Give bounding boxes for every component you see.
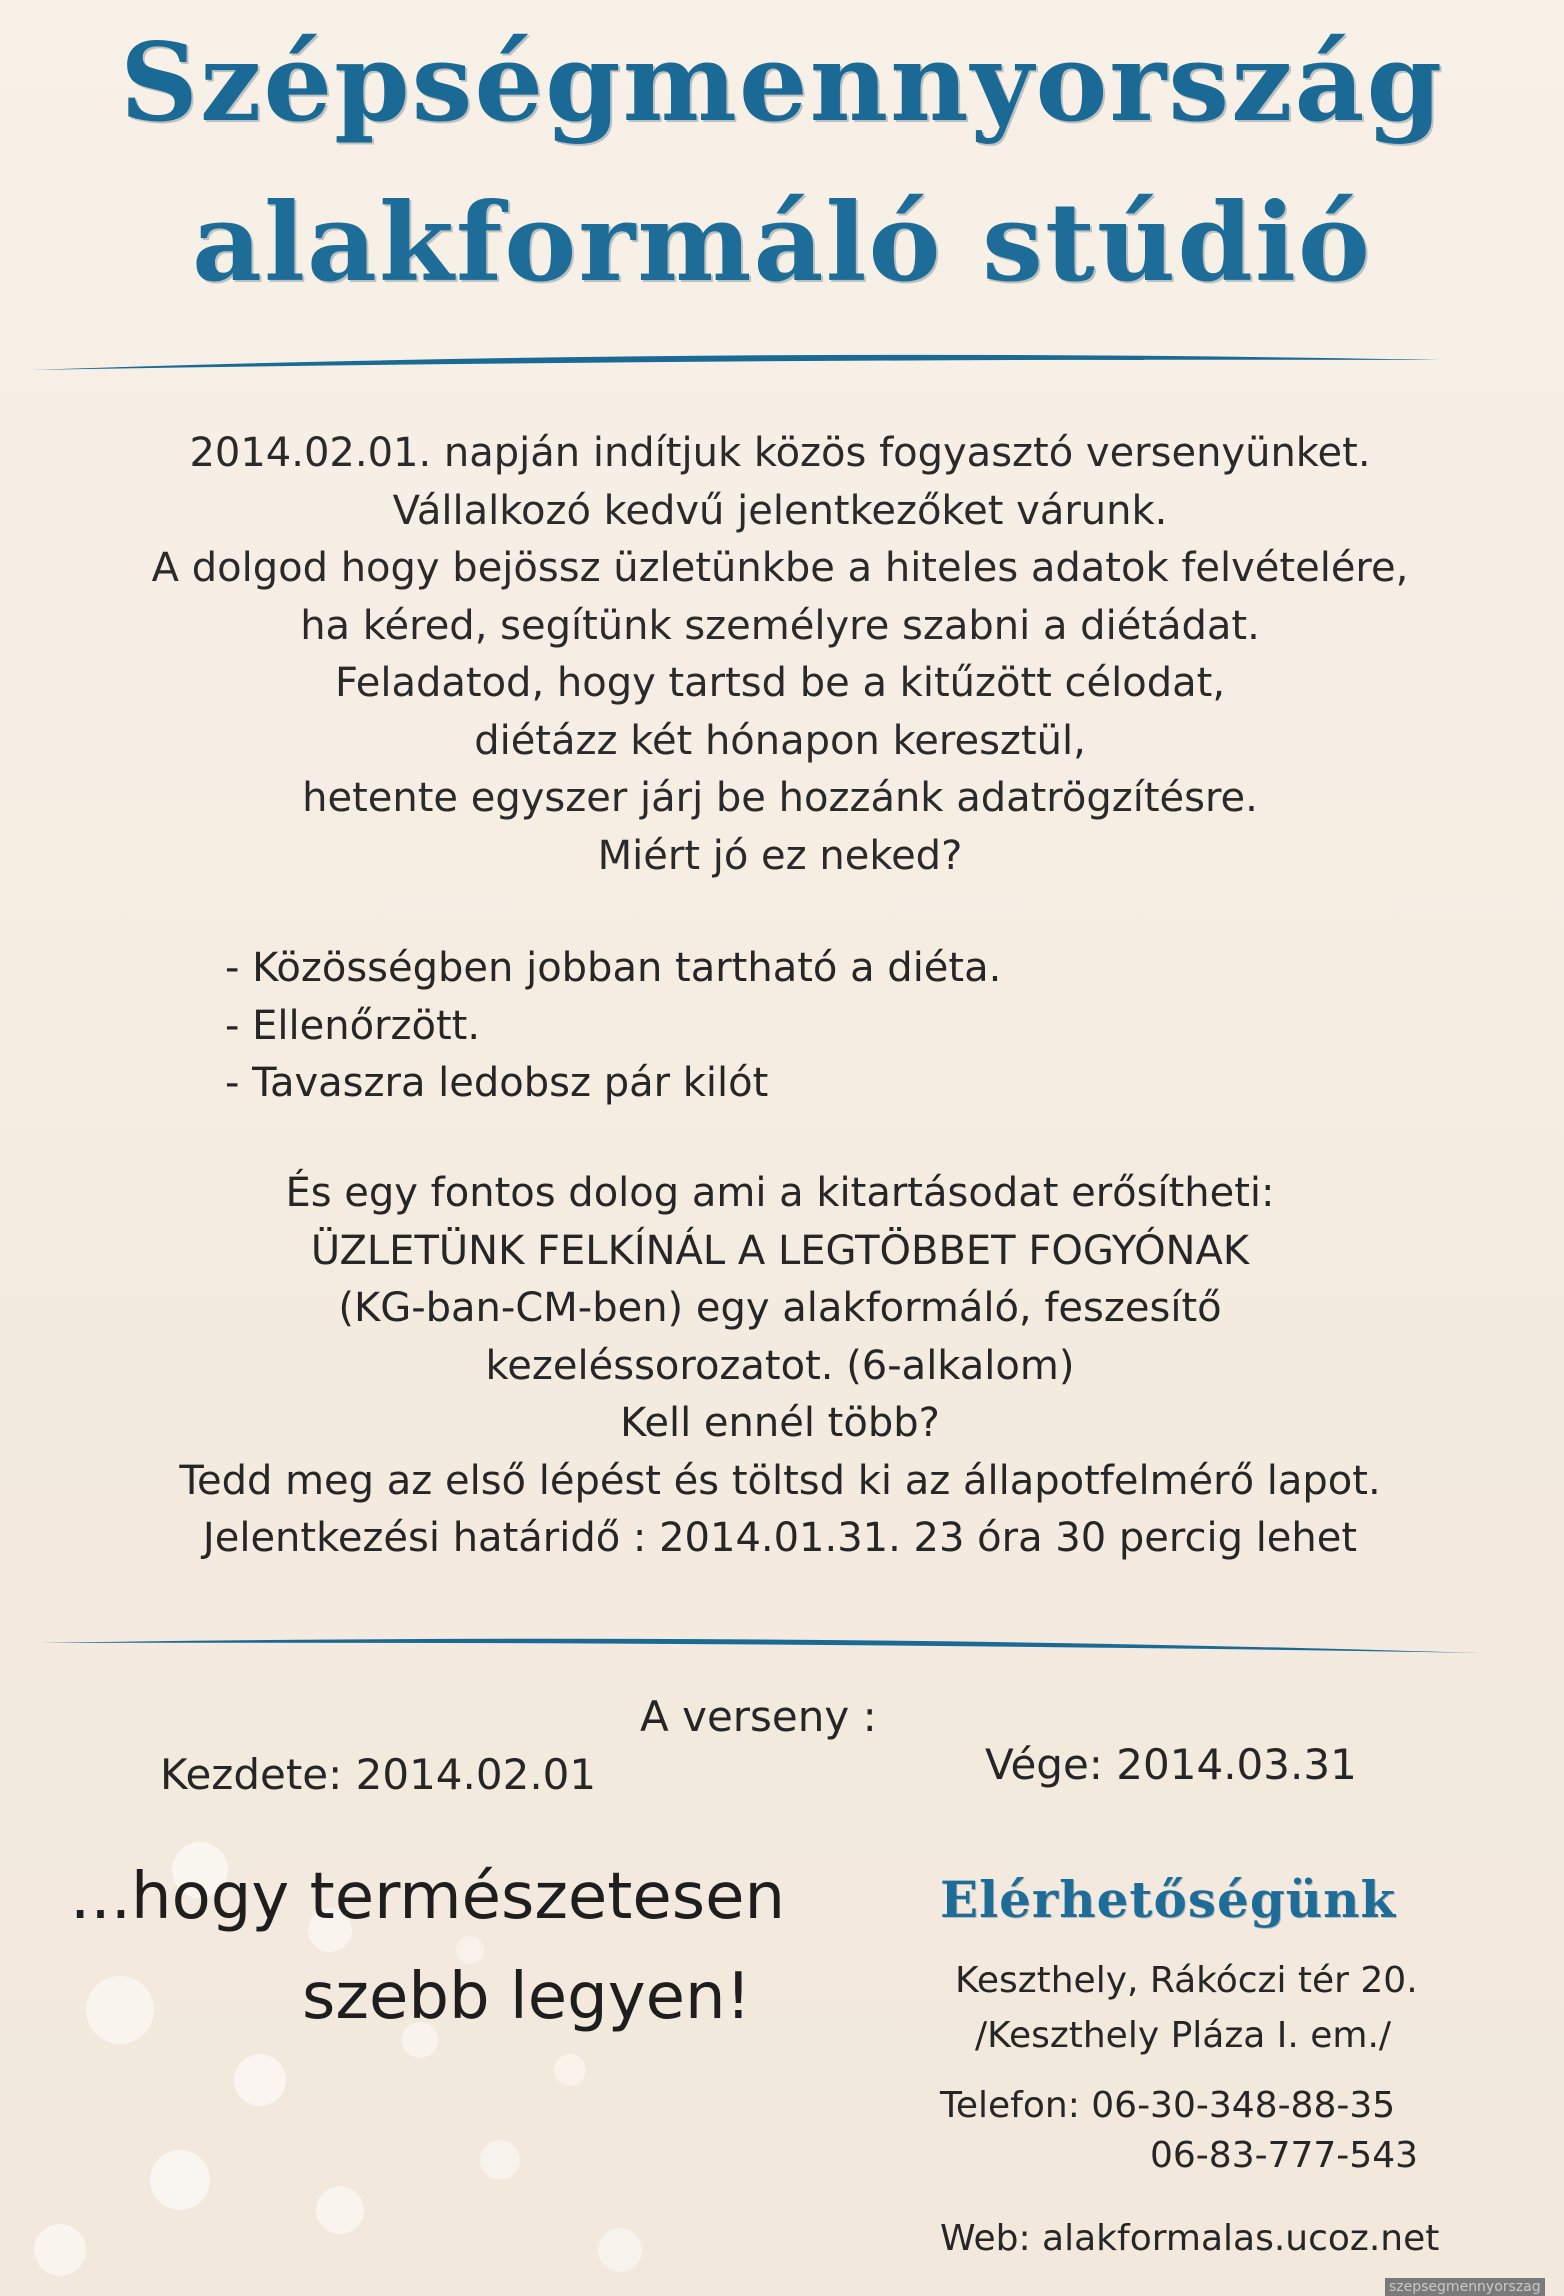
top-divider (30, 352, 1440, 376)
list-item: - Ellenőrzött. (225, 1002, 481, 1049)
phone-line-2: 06-83-777-543 (1150, 2135, 1419, 2176)
intro-line: 2014.02.01. napján indítjuk közös fogyasztó versenyünket. (189, 430, 1371, 476)
offer-line: (KG-ban-CM-ben) egy alakformáló, feszesítő (338, 1285, 1222, 1331)
intro-line: A dolgod hogy bejössz üzletünkbe a hiteles adatok felvételére, (151, 545, 1409, 591)
decorative-dots (0, 1780, 900, 2296)
watermark: szepsegmennyorszag (1385, 2278, 1545, 2296)
web-address: Web: alakformalas.ucoz.net (940, 2218, 1440, 2259)
offer-line: kezeléssorozatot. (6-alkalom) (485, 1342, 1075, 1389)
offer-line: ÜZLETÜNK FELKÍNÁL A LEGTÖBBET FOGYÓNAK (310, 1227, 1250, 1274)
address-line-2: /Keszthely Pláza I. em./ (975, 2015, 1392, 2056)
slogan-line-2: szebb legyen! (302, 1960, 752, 2034)
race-end: Vége: 2014.03.31 (985, 1740, 1357, 1789)
offer-line: És egy fontos dolog ami a kitartásodat erősítheti: (285, 1170, 1275, 1216)
list-item: - Tavaszra ledobsz pár kilót (225, 1060, 769, 1106)
title-line-2: alakformáló stúdió (192, 180, 1372, 306)
offer-line: Tedd meg az első lépést és töltsd ki az állapotfelmérő lapot. (179, 1457, 1381, 1504)
offer-text (60, 1165, 1500, 1568)
race-label: A verseny : (640, 1692, 877, 1741)
intro-text (60, 425, 1500, 885)
contact-title: Elérhetőségünk (940, 1870, 1397, 1929)
intro-line: ha kéred, segítünk személyre szabni a diétádat. (300, 602, 1260, 649)
bottom-divider (40, 1635, 1480, 1659)
title-line-1: Szépségmennyország (120, 20, 1444, 146)
intro-line: Vállalkozó kedvű jelentkezőket várunk. (392, 487, 1168, 534)
benefits-list (225, 940, 1225, 1113)
offer-line: Jelentkezési határidő : 2014.01.31. 23 óra 30 percig lehet (202, 1515, 1358, 1561)
list-item: - Közösségben jobban tartható a diéta. (225, 945, 1002, 991)
offer-line: Kell ennél több? (620, 1400, 940, 1446)
address-line-1: Keszthely, Rákóczi tér 20. (955, 1960, 1418, 2001)
intro-line: diétázz két hónapon keresztül, (474, 717, 1086, 764)
intro-line: Miért jó ez neked? (597, 832, 963, 879)
race-start: Kezdete: 2014.02.01 (160, 1750, 597, 1799)
slogan-line-1: ...hogy természetesen (70, 1860, 786, 1934)
phone-line-1: Telefon: 06-30-348-88-35 (940, 2085, 1396, 2126)
intro-line: Feladatod, hogy tartsd be a kitűzött célodat, (334, 660, 1226, 706)
intro-line: hetente egyszer járj be hozzánk adatrögzítésre. (302, 775, 1258, 821)
